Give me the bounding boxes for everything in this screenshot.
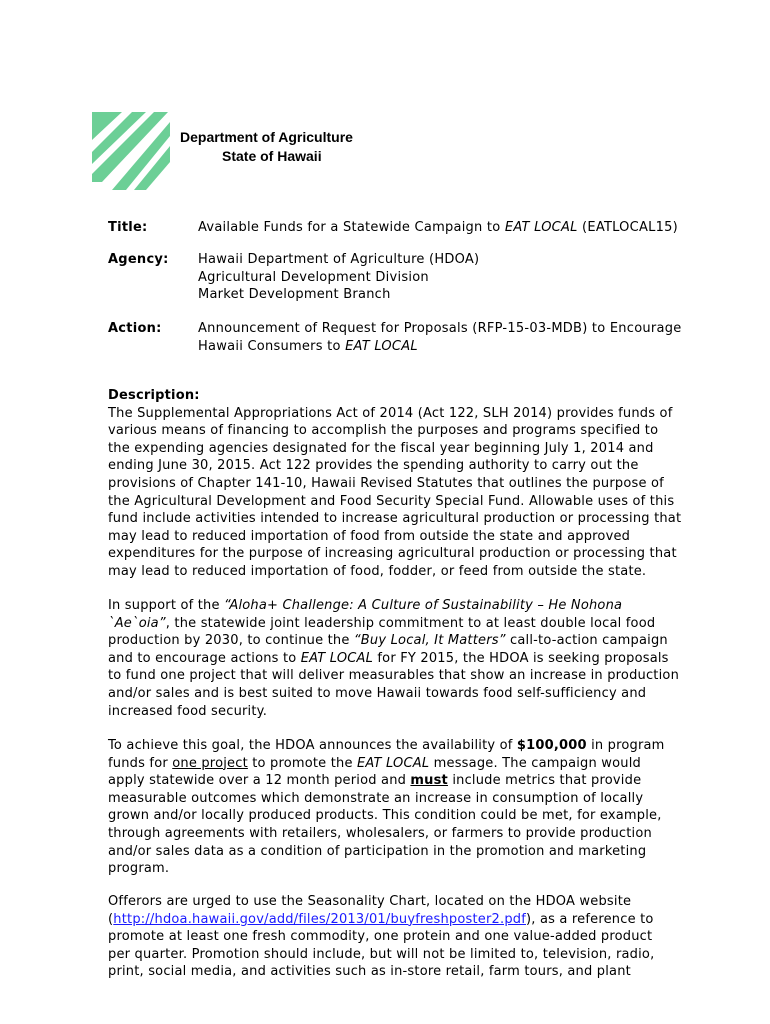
paragraph-line: expenditures for the purpose of increasing agricultural production or processing that <box>108 546 677 562</box>
text-run: to promote the <box>247 755 357 771</box>
description-section <box>108 387 708 581</box>
title-label: Title: <box>108 220 148 235</box>
agency-value <box>198 251 718 304</box>
paragraph-line: promote at least one fresh commodity, one protein and one value-added product <box>108 929 653 945</box>
title-value <box>198 219 718 237</box>
text-run: call-to-action campaign <box>505 633 668 649</box>
text-emphasis: `Ae`oia” <box>108 615 166 631</box>
title-emphasis: EAT LOCAL <box>504 220 578 235</box>
text-run: ( <box>108 911 114 927</box>
text-emphasis: EAT LOCAL <box>356 755 430 771</box>
text-run: message. The campaign would <box>429 755 641 771</box>
text-run: apply statewide over a 12 month period and <box>108 773 411 789</box>
description-heading: Description: <box>108 388 200 403</box>
text-run: production by 2030, to continue the <box>108 633 354 649</box>
description-paragraph-4 <box>108 893 708 981</box>
state-name: State of Hawaii <box>222 148 322 164</box>
paragraph-line: ending June 30, 2015. Act 122 provides the spending authority to carry out the <box>108 458 639 474</box>
paragraph-line: and/or sales and is best suited to move Hawaii towards food self-sufficiency and <box>108 685 647 701</box>
agency-line: Hawaii Department of Agriculture (HDOA) <box>198 252 480 267</box>
paragraph-line: the expending agencies designated for the fiscal year beginning July 1, 2014 and <box>108 440 654 456</box>
action-label: Action: <box>108 321 162 336</box>
description-paragraph-3 <box>108 737 708 878</box>
paragraph-line: various means of financing to accomplish the purposes and programs specified to <box>108 423 659 439</box>
text-run: funds for <box>108 755 173 771</box>
paragraph-line: measurable outcomes which demonstrate an increase in consumption of locally <box>108 790 644 806</box>
action-line <box>198 338 718 356</box>
agency-line: Market Development Branch <box>198 287 391 302</box>
action-text: Hawaii Consumers to <box>198 338 346 354</box>
hdoa-logo-icon <box>92 112 170 190</box>
paragraph-line: Offerors are urged to use the Seasonality Chart, located on the HDOA website <box>108 894 632 909</box>
funding-amount: $100,000 <box>516 738 587 753</box>
paragraph-line: The Supplemental Appropriations Act of 2014 (Act 122, SLH 2014) provides funds of <box>108 405 673 421</box>
paragraph-line: provisions of Chapter 141-10, Hawaii Revised Statutes that outlines the purpose of <box>108 475 664 491</box>
paragraph-line: to fund one project that will deliver measurables that show an increase in production <box>108 668 680 684</box>
text-run: in program <box>586 738 665 753</box>
text-run: and to encourage actions to <box>108 650 301 666</box>
text-emphasis: “Aloha+ Challenge: A Culture of Sustainability – He Nohona <box>223 598 623 613</box>
title-text: Available Funds for a Statewide Campaign to <box>198 220 505 235</box>
paragraph-line: increased food security. <box>108 703 268 719</box>
paragraph-line: may lead to reduced importation of food from outside the state and approved <box>108 528 631 544</box>
paragraph-line <box>108 737 708 755</box>
text-run: for FY 2015, the HDOA is seeking proposals <box>373 650 669 666</box>
paragraph-line: grown and/or locally produced products. This condition could be met, for example, <box>108 808 662 824</box>
paragraph-line: through agreements with retailers, wholesalers, or farmers to provide production <box>108 825 652 841</box>
text-underline: one project <box>172 755 248 771</box>
title-code: (EATLOCAL15) <box>577 220 678 235</box>
paragraph-line: the Agricultural Development and Food Security Special Fund. Allowable uses of this <box>108 493 675 509</box>
agency-line: Agricultural Development Division <box>198 269 429 285</box>
department-name: Department of Agriculture <box>180 129 353 145</box>
text-emphasis: “Buy Local, It Matters” <box>353 633 506 649</box>
paragraph-line: per quarter. Promotion should include, but will not be limited to, television, radio, <box>108 946 655 962</box>
paragraph-line: fund include activities intended to increase agricultural production or processing that <box>108 511 682 527</box>
paragraph-line <box>108 615 708 633</box>
description-paragraph-2 <box>108 597 708 720</box>
agency-label: Agency: <box>108 252 169 267</box>
description-paragraph-1 <box>108 405 708 581</box>
text-run: ), as a reference to <box>526 911 654 927</box>
text-run: To achieve this goal, the HDOA announces the availability of <box>108 738 517 753</box>
paragraph-line: program. <box>108 861 170 877</box>
paragraph-line <box>108 755 708 773</box>
paragraph-line: and/or sales data as a condition of participation in the promotion and marketing <box>108 843 647 859</box>
text-run: , the statewide joint leadership commitment to at least double local food <box>165 615 656 631</box>
action-line: Announcement of Request for Proposals (RFP-15-03-MDB) to Encourage <box>198 321 682 336</box>
paragraph-line: print, social media, and activities such as in-store retail, farm tours, and plant <box>108 964 631 980</box>
text-run: In support of the <box>108 598 224 613</box>
paragraph-line <box>108 632 708 650</box>
seasonality-chart-link[interactable]: http://hdoa.hawaii.gov/add/files/2013/01/buyfreshposter2.pdf <box>113 911 527 927</box>
action-emphasis: EAT LOCAL <box>345 338 418 354</box>
text-bold-underline: must <box>410 773 448 789</box>
paragraph-line <box>108 772 708 790</box>
paragraph-line <box>108 650 708 668</box>
paragraph-line: may lead to reduced importation of food, fodder, or feed from outside the state. <box>108 563 647 579</box>
paragraph-line <box>108 911 708 929</box>
paragraph-line <box>108 597 708 615</box>
text-run: include metrics that provide <box>447 773 642 789</box>
action-value <box>198 320 718 355</box>
text-emphasis: EAT LOCAL <box>300 650 374 666</box>
